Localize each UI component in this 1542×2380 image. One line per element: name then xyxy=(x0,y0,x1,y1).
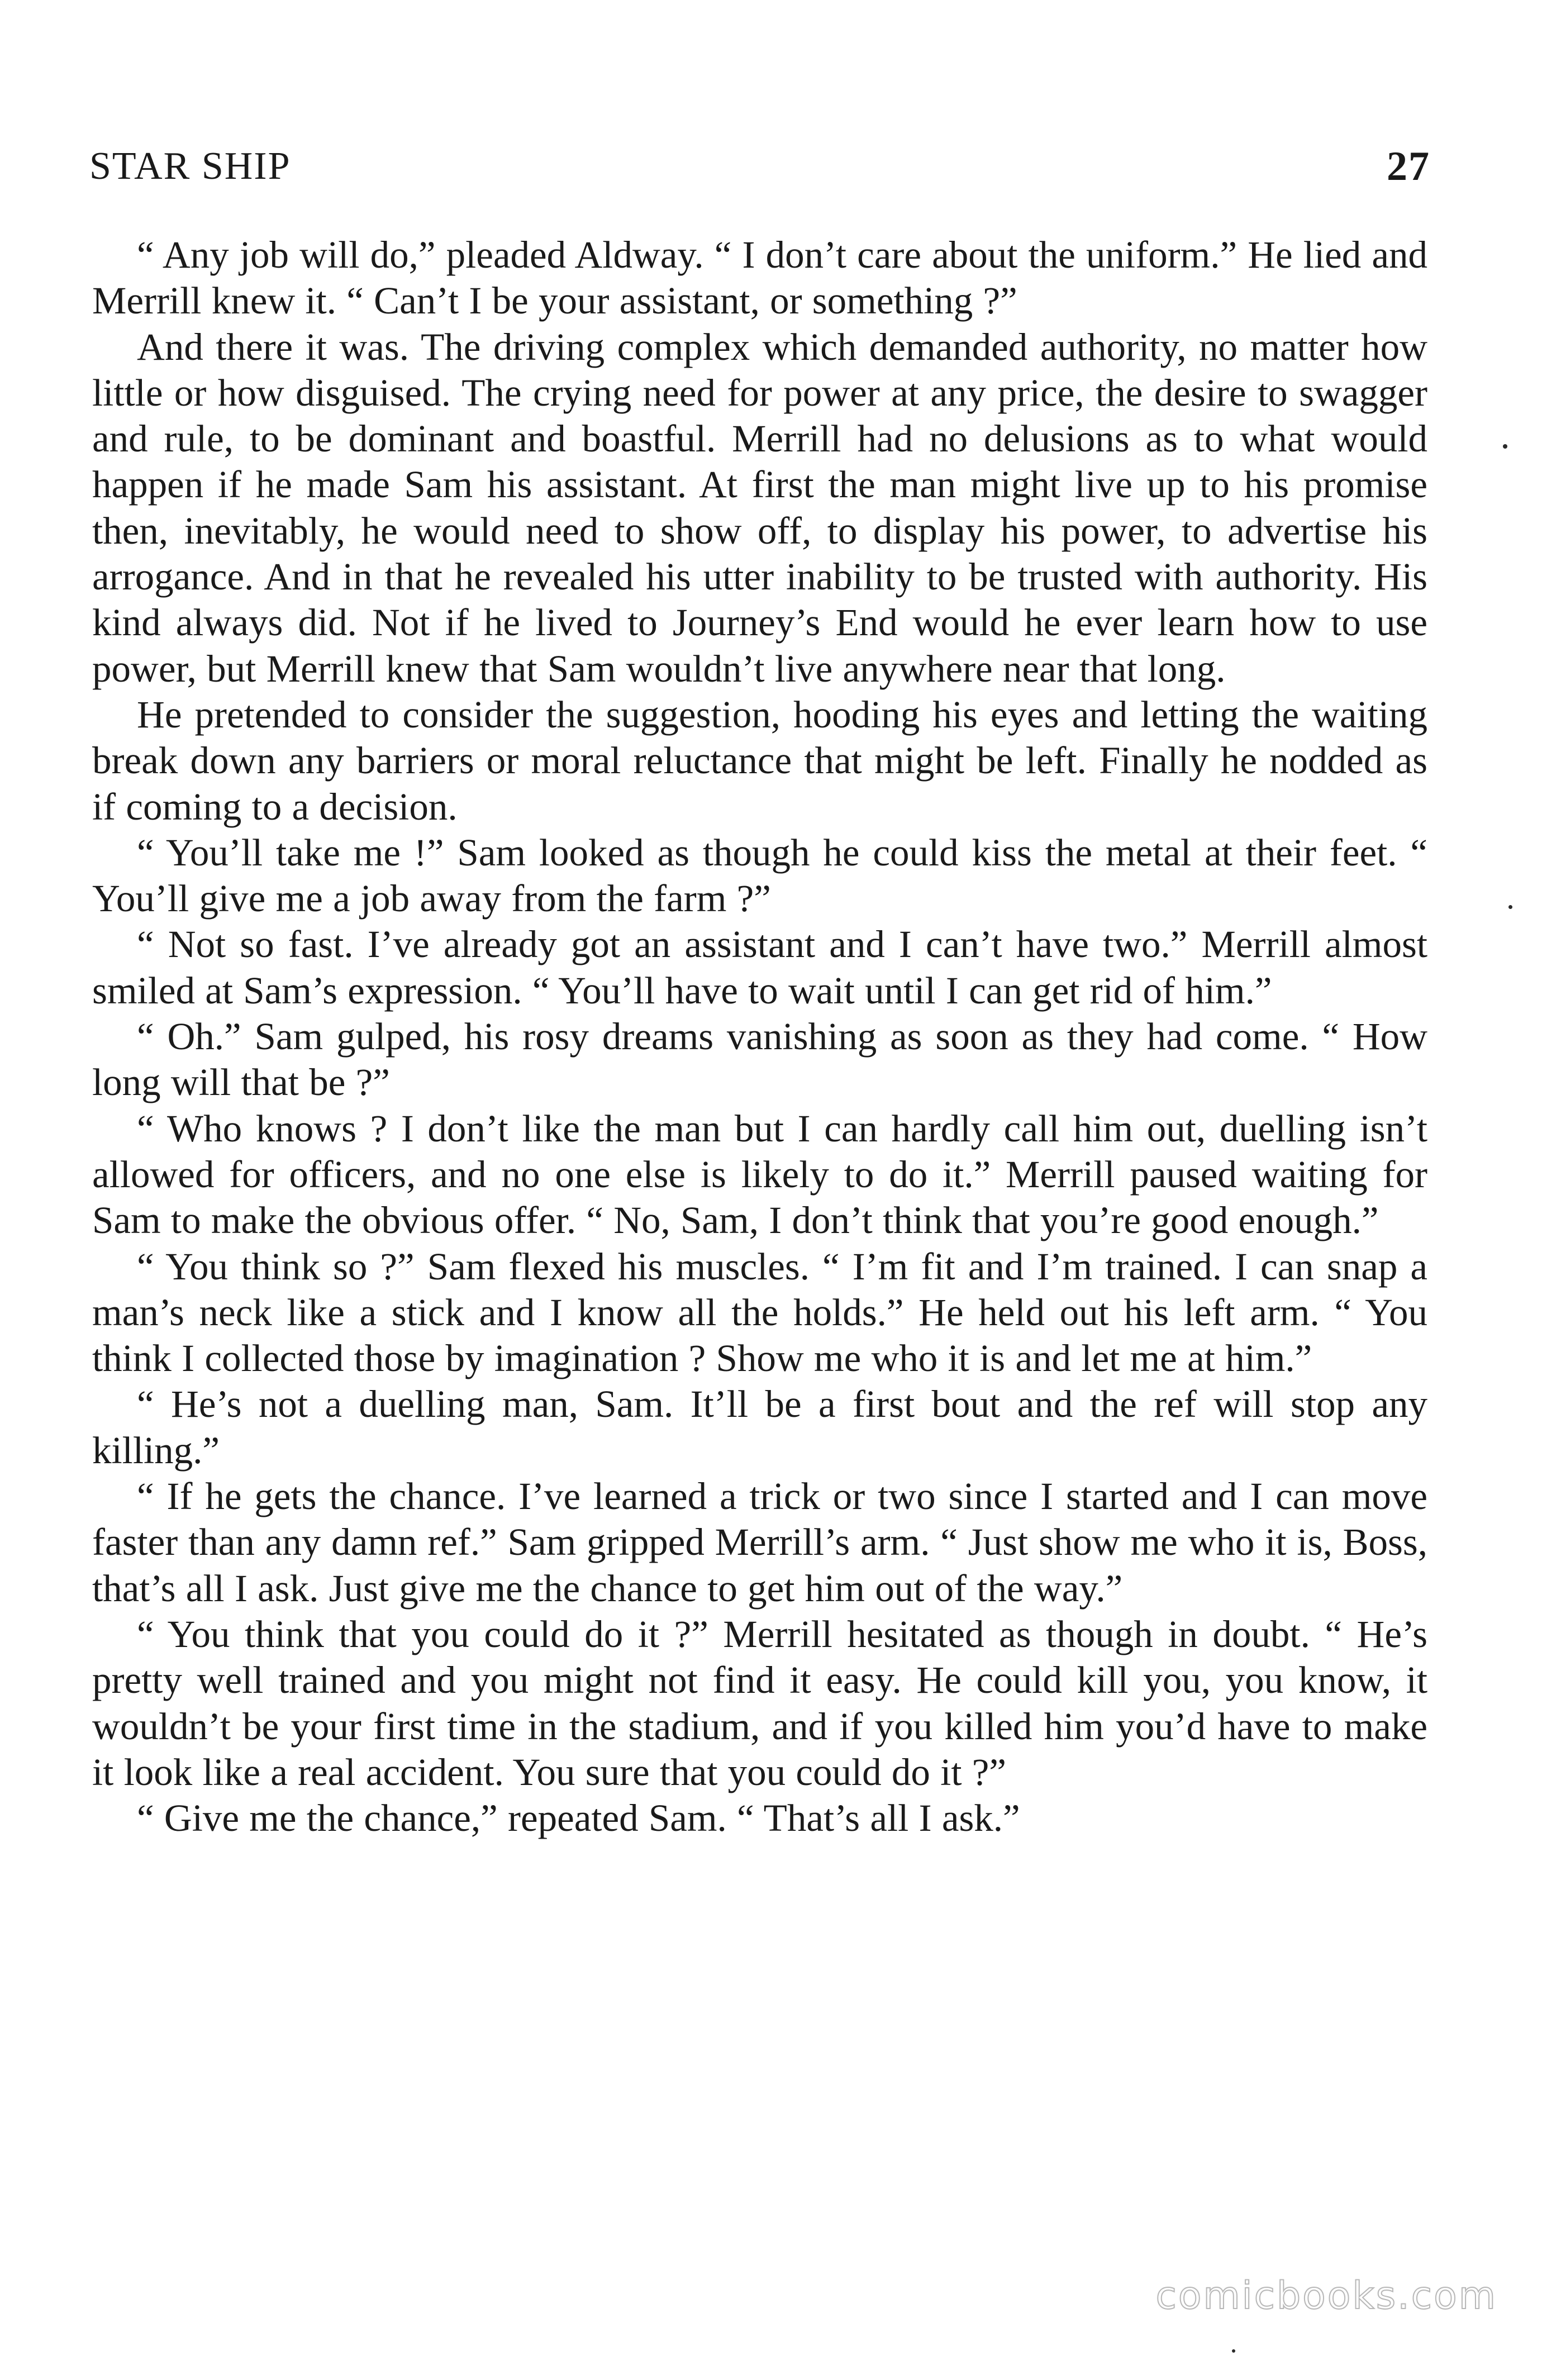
body-text xyxy=(92,232,1427,1841)
paragraph: “ If he gets the chance. I’ve learned a trick or two since I started and I can move faster than any damn ref.” Sam gripped Merrill’s arm. “ Just show me who it is, Boss, that’s all I ask. Just give me the chance to get him out of the way.” xyxy=(92,1475,1427,1610)
paragraph: “ Any job will do,” pleaded Aldway. “ I don’t care about the uniform.” He lied and Merrill knew it. “ Can’t I be your assistant, or something ?” xyxy=(92,234,1427,322)
print-speck xyxy=(1232,2349,1235,2353)
paragraph: “ Who knows ? I don’t like the man but I can hardly call him out, duelling isn’t allowed for officers, and no one else is likely to do it.” Merrill paused waiting for Sam to make the obvious offer. “ No, Sam, I don’t think that you’re good enough.” xyxy=(92,1107,1427,1242)
paragraph: “ He’s not a duelling man, Sam. It’ll be a first bout and the ref will stop any killing.” xyxy=(92,1383,1427,1472)
print-speck xyxy=(1503,444,1507,449)
watermark: comicbooks.com xyxy=(1155,2274,1497,2318)
paragraph: “ You think so ?” Sam flexed his muscles. “ I’m fit and I’m trained. I can snap a man’s neck like a stick and I know all the holds.” He held out his left arm. “ You think I collected those by imagination ? Show me who it is and let me at him.” xyxy=(92,1245,1427,1380)
paragraph: “ Not so fast. I’ve already got an assistant and I can’t have two.” Merrill almost smiled at Sam’s expression. “ You’ll have to wait until I can get rid of him.” xyxy=(92,923,1427,1012)
running-head xyxy=(89,139,1430,189)
print-speck xyxy=(1508,905,1512,909)
paragraph: “ Oh.” Sam gulped, his rosy dreams vanishing as soon as they had come. “ How long will that be ?” xyxy=(92,1015,1427,1104)
paragraph: And there it was. The driving complex which demanded authority, no matter how little or how disguised. The crying need for power at any price, the desire to swagger and rule, to be dominant and boastful. Merrill had no delusions as to what would happen if he made Sam his assistant. At first the man might live up to his promise then, inevitably, he would need to show off, to display his power, to advertise his arrogance. And in that he revealed his utter inability to be trusted with authority. His kind always did. Not if he lived to Journey’s End would he ever learn how to use power, but Merrill knew that Sam wouldn’t live anywhere near that long. xyxy=(92,325,1427,690)
page-number: 27 xyxy=(1387,144,1430,189)
running-title: STAR SHIP xyxy=(89,145,291,188)
paragraph: “ You’ll take me !” Sam looked as though he could kiss the metal at their feet. “ You’ll give me a job away from the farm ?” xyxy=(92,831,1427,920)
paragraph: “ Give me the chance,” repeated Sam. “ That’s all I ask.” xyxy=(137,1797,1020,1840)
paragraph: He pretended to consider the suggestion, hooding his eyes and letting the waiting break down any barriers or moral reluctance that might be left. Finally he nodded as if coming to a decision. xyxy=(92,693,1427,828)
paragraph: “ You think that you could do it ?” Merrill hesitated as though in doubt. “ He’s pretty well trained and you might not find it easy. He could kill you, you know, it wouldn’t be your first time in the stadium, and if you killed him you’d have to make it look like a real accident. You sure that you could do it ?” xyxy=(92,1612,1427,1793)
